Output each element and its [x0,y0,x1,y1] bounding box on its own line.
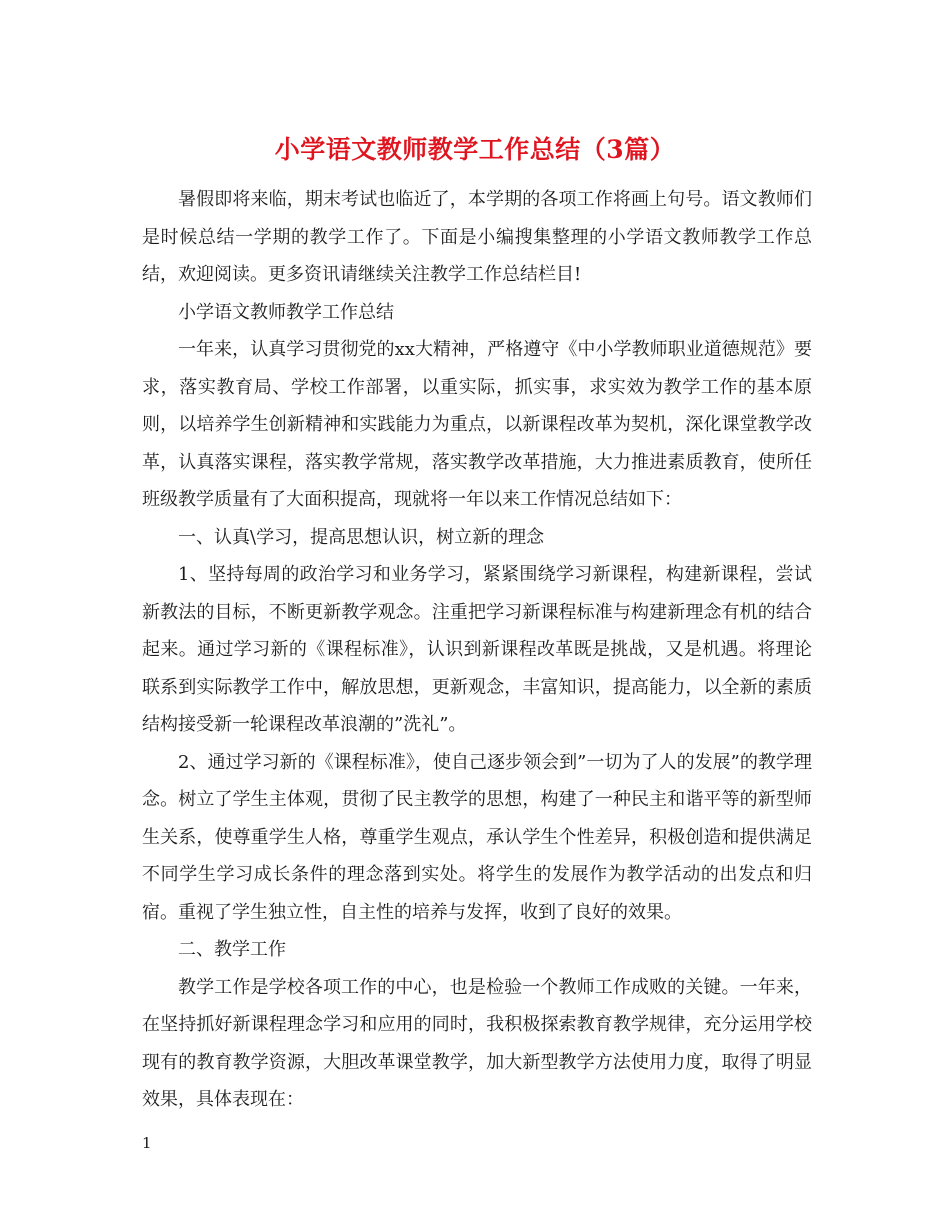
page-number: 1 [142,1134,152,1152]
paragraph-subtitle: 小学语文教师教学工作总结 [178,301,394,323]
document-title: 小学语文教师教学工作总结（3篇） [274,135,676,164]
paragraph-item-1: 1、坚持每周的政治学习和业务学习，紧紧围绕学习新课程，构建新课程，尝试新教法的目标，不断更新教学观念。注重把学习新课程标准与构建新理念有机的结合起来。通过学习新的《课程标准》，认识到新课程改革既是挑战，又是机遇。将理论联系到实际教学工作中，解放思想，更新观念，丰富知识，提高能力，以全新的素质结构接受新一轮课程改革浪潮的”洗礼”。 [142,564,812,735]
paragraph-teaching: 教学工作是学校各项工作的中心，也是检验一个教师工作成败的关键。一年来，在坚持抓好新课程理念学习和应用的同时，我积极探索教育教学规律，充分运用学校现有的教育教学资源，大胆改革课堂教学，加大新型教学方法使用力度，取得了明显效果，具体表现在： [142,976,812,1110]
paragraph-intro: 暑假即将来临，期末考试也临近了，本学期的各项工作将画上句号。语文教师们是时候总结一学期的教学工作了。下面是小编搜集整理的小学语文教师教学工作总结，欢迎阅读。更多资讯请继续关注教学工作总结栏目! [142,189,812,285]
section-heading-1: 一、认真\学习，提高思想认识，树立新的理念 [178,526,545,548]
paragraph-item-2: 2、通过学习新的《课程标准》，使自己逐步领会到”一切为了人的发展”的教学理念。树立了学生主体观，贯彻了民主教学的思想，构建了一种民主和谐平等的新型师生关系，使尊重学生人格，尊重学生观点，承认学生个性差异，积极创造和提供满足不同学生学习成长条件的理念落到实处。将学生的发展作为教学活动的出发点和归宿。重视了学生独立性，自主性的培养与发挥，收到了良好的效果。 [142,751,812,923]
section-heading-2: 二、教学工作 [178,939,286,960]
paragraph-overview: 一年来，认真学习贯彻党的xx大精神，严格遵守《中小学教师职业道德规范》要求，落实教育局、学校工作部署，以重实际，抓实事，求实效为教学工作的基本原则，以培养学生创新精神和实践能力为重点，以新课程改革为契机，深化课堂教学改革，认真落实课程，落实教学常规，落实教学改革措施，大力推进素质教育，使所任班级教学质量有了大面积提高，现就将一年以来工作情况总结如下： [142,339,812,510]
document-body [142,181,812,1119]
